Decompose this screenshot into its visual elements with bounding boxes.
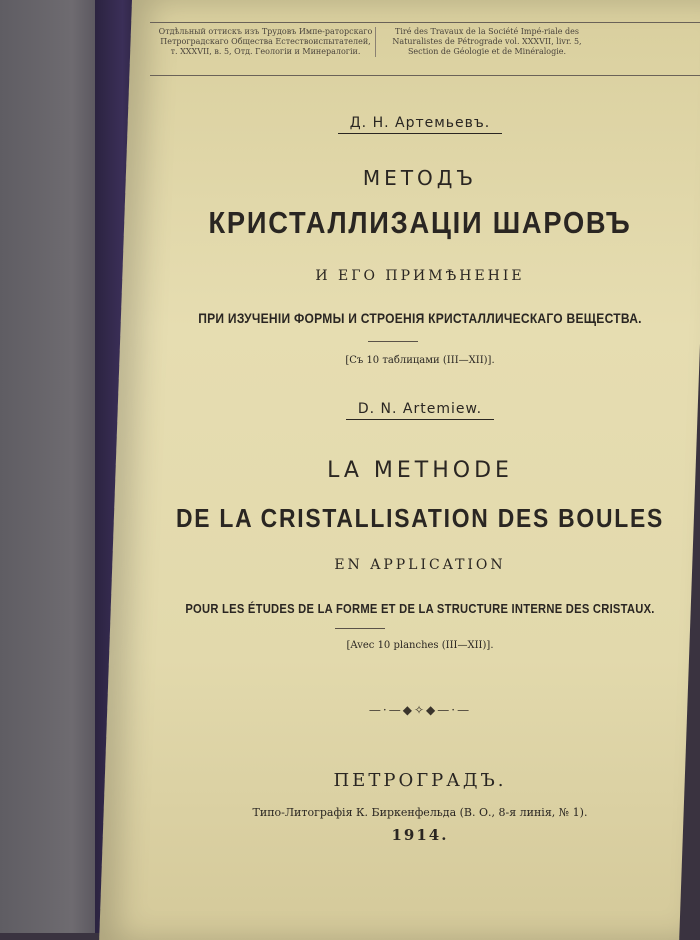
french-title-line1: LA METHODE: [327, 458, 513, 483]
divider-short-2: [335, 628, 385, 629]
russian-title-line2: КРИСТАЛЛИЗАЦІИ ШАРОВЪ: [208, 205, 632, 240]
offprint-note-russian: Отдѣльный оттискъ изъ Трудовъ Импе-раторскаго Петроградскаго Общества Естествоиспытателей, т. XXXVII, в. 5, Отд. Геологіи и Минералогіи.: [158, 27, 373, 56]
french-author: D. N. Artemiew.: [346, 401, 494, 420]
russian-plates-note: [Съ 10 таблицами (III—XII)].: [345, 355, 495, 366]
ornament-divider: —·—◆✧◆—·—: [368, 703, 472, 717]
french-title-line2: DE LA CRISTALLISATION DES BOULES: [175, 503, 665, 533]
russian-subject-line: ПРИ ИЗУЧЕНІИ ФОРМЫ И СТРОЕНІЯ КРИСТАЛЛИЧЕСКАГО ВЕЩЕСТВА.: [198, 310, 642, 326]
divider-short: [368, 341, 418, 342]
offprint-header: [150, 22, 700, 76]
offprint-note-french: Tiré des Travaux de la Société Impé-riale des Naturalistes de Pétrograde vol. XXXVII, livr. 5, Section de Géologie et de Minéralogie.: [375, 27, 592, 57]
russian-author: Д. Н. Артемьевъ.: [338, 115, 503, 134]
russian-title-line1: МЕТОДЪ: [362, 166, 478, 190]
imprint-printer: Типо-Литографія К. Биркенфельда (В. О., 8-я линія, № 1).: [252, 806, 588, 819]
russian-author-line: [140, 112, 700, 134]
imprint-year: 1914.: [391, 826, 449, 844]
french-subject-line: POUR LES ÉTUDES DE LA FORME ET DE LA STRUCTURE INTERNE DES CRISTAUX.: [185, 601, 655, 616]
french-subtitle: EN APPLICATION: [334, 557, 506, 573]
imprint-city: ПЕТРОГРАДЪ.: [333, 770, 507, 791]
french-plates-note: [Avec 10 planches (III—XII)].: [346, 640, 494, 651]
russian-subtitle: И ЕГО ПРИМѢНЕНІЕ: [315, 268, 525, 284]
french-author-line: [140, 398, 700, 420]
